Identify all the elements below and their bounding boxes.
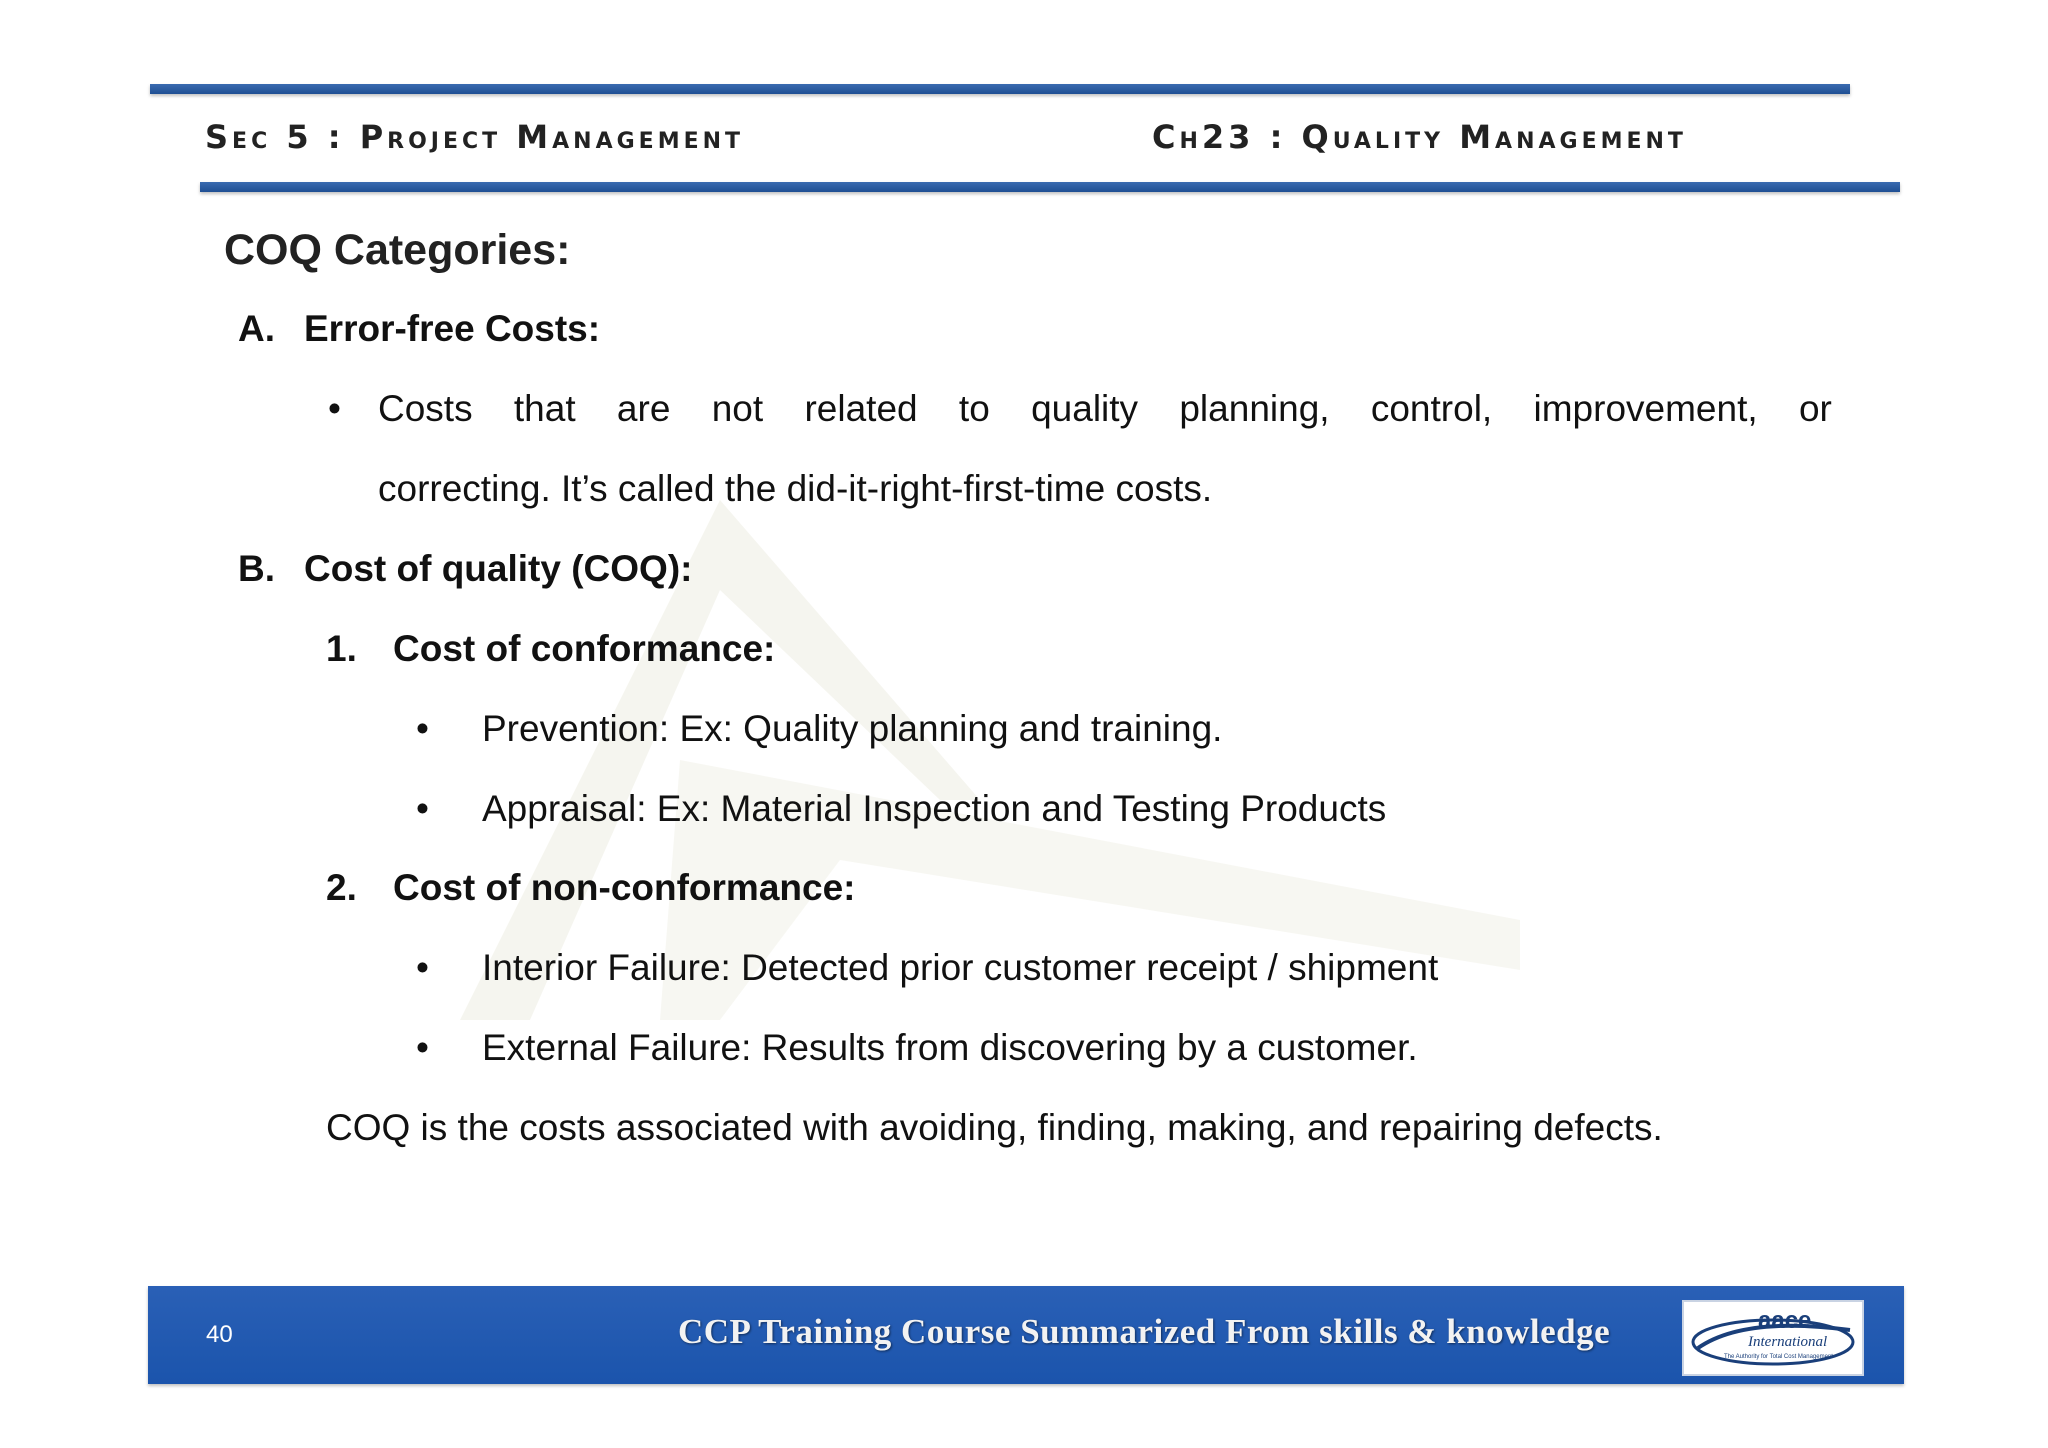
item-1-bullet-1: Prevention: Ex: Quality planning and training. xyxy=(482,708,1223,749)
item-1-title: Cost of conformance: xyxy=(393,628,776,669)
word: control, xyxy=(1370,388,1493,429)
word: are xyxy=(616,388,671,429)
bullet-glyph: • xyxy=(416,1027,429,1068)
aace-logo-graphic xyxy=(1684,1302,1862,1374)
item-2-bullet-2: External Failure: Results from discovering by a customer. xyxy=(482,1027,1418,1068)
word: or xyxy=(1798,388,1832,429)
word: related xyxy=(804,388,918,429)
section-b-marker: B. xyxy=(238,548,275,589)
word: that xyxy=(513,388,576,429)
svg-text:International: International xyxy=(1748,1334,1828,1350)
slide-heading: COQ Categories: xyxy=(224,226,571,274)
chapter-title: Ch23 : Quality Management xyxy=(1152,118,1687,156)
item-1-marker: 1. xyxy=(326,628,357,669)
section-a-bullet-line1 xyxy=(378,388,1832,430)
item-2-marker: 2. xyxy=(326,867,357,908)
bullet-glyph: • xyxy=(328,388,341,429)
word: to xyxy=(958,388,990,429)
word: quality xyxy=(1031,388,1139,429)
word: planning, xyxy=(1179,388,1330,429)
word: Costs xyxy=(378,388,473,429)
item-2-bullet-1: Interior Failure: Detected prior customer receipt / shipment xyxy=(482,947,1439,988)
word: improvement, xyxy=(1533,388,1758,429)
section-b-title: Cost of quality (COQ): xyxy=(304,548,693,589)
section-a-marker: A. xyxy=(238,308,275,349)
bullet-glyph: • xyxy=(416,947,429,988)
aace-international-logo xyxy=(1682,1300,1864,1376)
summary-text: COQ is the costs associated with avoiding, finding, making, and repairing defects. xyxy=(326,1107,1663,1148)
section-a-title: Error-free Costs: xyxy=(304,308,601,349)
footer-course-text: CCP Training Course Summarized From skills & knowledge xyxy=(678,1312,1611,1351)
bullet-glyph: • xyxy=(416,708,429,749)
footer-bar xyxy=(148,1286,1904,1384)
item-2-title: Cost of non-conformance: xyxy=(393,867,856,908)
item-1-bullet-2: Appraisal: Ex: Material Inspection and Testing Products xyxy=(482,788,1387,829)
top-header-rule xyxy=(150,84,1850,94)
bullet-glyph: • xyxy=(416,788,429,829)
section-title: Sec 5 : Project Management xyxy=(205,118,745,156)
svg-text:aace: aace xyxy=(1758,1307,1812,1334)
svg-text:The Authority for Total Cost M: The Authority for Total Cost Management xyxy=(1724,1354,1833,1360)
word: not xyxy=(711,388,764,429)
page-number: 40 xyxy=(206,1321,233,1348)
section-a-bullet-line2: correcting. It’s called the did-it-right-first-time costs. xyxy=(378,468,1213,509)
header-underline-rule xyxy=(200,182,1900,192)
